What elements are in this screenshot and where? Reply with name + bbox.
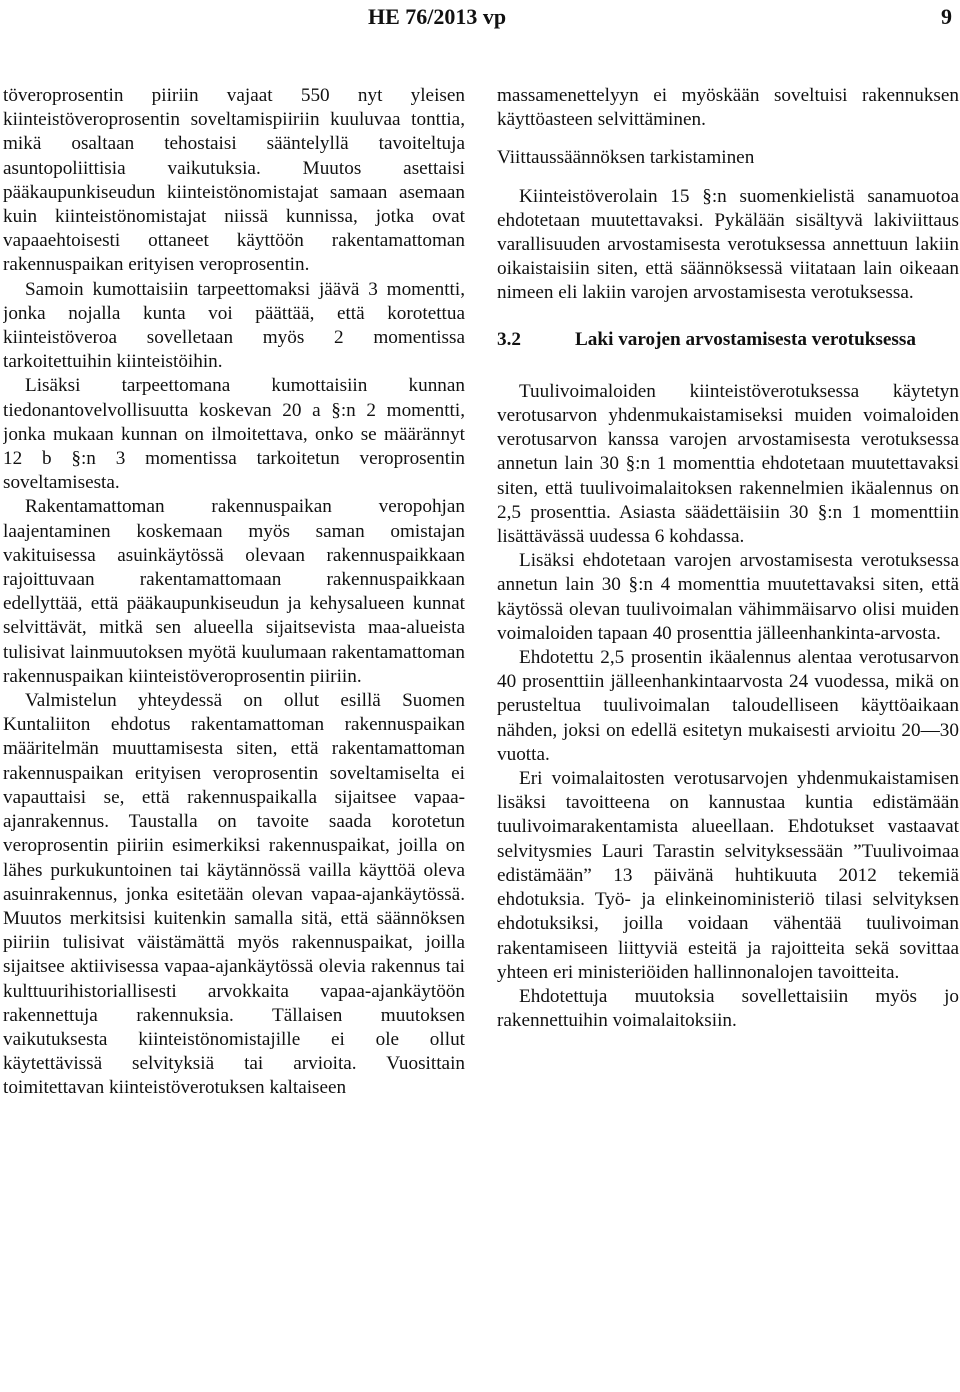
paragraph: töveroprosentin piiriin vajaat 550 nyt yleisen kiinteistöveroprosentin soveltamispiiriin kuuluvaa tonttia, mikä osaltaan tehostaisi sääntelyllä tavoiteltuja asuntopoliittisia vaikutuksia. Muutos asettaisi pääkaupunkiseudun kiinteistönomistajat samaan asemaan kuin kiinteistönomistajat niissä kunnissa, jotka ovat vapaaehtoisesti ottaneet käyttöön rakentamattoman rakennuspaikan erityisen veroprosentin. [3,85,465,276]
subsection-heading: Viittaussäännöksen tarkistaminen [497,147,755,169]
paragraph: Samoin kumottaisiin tarpeettomaksi jäävä 3 momentti, jonka nojalla kunta voi päättää, että korotettua kiinteistöveroa sovelletaan myös 2 momentissa tarkoitettuihin kiinteistöihin. [3,278,465,373]
page-number: 9 [941,4,952,29]
paragraph: Ehdotettuja muutoksia sovellettaisiin myös jo rakennettuihin voimalaitoksiin. [497,985,959,1032]
section-title: Laki varojen arvostamisesta verotuksessa [575,328,916,350]
paragraph: Tuulivoimaloiden kiinteistöverotuksessa käytetyn verotusarvon yhdenmukaistamiseksi muiden voimaloiden verotusarvon kanssa varojen arvostamisesta verotuksessa annetun lain 30 §:n 1 momenttia ehdotetaan muutettavaksi siten, että tuulivoimalaitoksen rakennelmien ikäalennus on 2,5 prosenttia. Asiasta säädettäisiin 30 §:n 1 momenttiin lisättävässä uudessa 6 kohdassa. [497,380,959,548]
paragraph: Eri voimalaitosten verotusarvojen yhdenmukaistamisen lisäksi tavoitteena on kannustaa kuntia edistämään tuulivoimarakentamista alueellaan. Ehdotukset vastaavat selvitysmies Lauri Tarastin selvityksessään ”Tuulivoimaa edistämään” 13 päivänä huhtikuuta 2012 tekemiä ehdotuksia. Työ- ja elinkeinoministeriö tilasi selvityksen ehdotuksiksi, joilla voidaan vähentää tuulivoiman rakentamiseen liittyviä esteitä ja rajoitteita sekä sovittaa yhteen eri ministeriöiden hallinnonalojen tavoitteita. [497,768,959,983]
right-column [497,84,959,1384]
paragraph: Lisäksi tarpeettomana kumottaisiin kunnan tiedonantovelvollisuutta koskevan 20 a §:n 2 momentti, jonka mukaan kunnan on ilmoitettava, onko se määrännyt 12 b §:n 3 momentissa tarkoitetun veroprosentin soveltamisesta. [3,375,465,494]
document-id: HE 76/2013 vp [368,4,507,29]
page-header [0,0,960,36]
section-number: 3.2 [497,328,521,350]
paragraph: Ehdotettu 2,5 prosentin ikäalennus alentaa verotusarvon 40 prosenttiin jälleenhankintaarvosta 24 vuodessa, mikä on perusteltua tuulivoimalan taloudelliseen käyttöaikaan nähden, joksi on edellä esitetyn mukaisesti arvioitu 20—30 vuotta. [497,647,959,765]
paragraph: Lisäksi ehdotetaan varojen arvostamisesta verotuksessa annetun lain 30 §:n 4 momenttia muutettavaksi siten, että käytössä olevan tuulivoimalan vähimmäisarvo olisi muiden voimaloiden tapaan 40 prosenttia jälleenhankinta-arvosta. [497,550,959,644]
paragraph: massamenettelyyn ei myöskään soveltuisi rakennuksen käyttöasteen selvittäminen. [497,85,959,131]
left-column [3,84,465,1384]
paragraph: Rakentamattoman rakennuspaikan veropohjan laajentaminen koskemaan myös saman omistajan vakituisessa asuinkäytössä olevaan rakennuspaikkaan rajoittuvaan rakentamattomaan rakennuspaikkaan edellyttää, että pääkaupunkiseudun ja kehysalueen kunnat selvittävät, mitkä sen alueella sijaitsevista maa-alueista tulisivat lainmuutoksen myötä kuulumaan rakentamattoman rakennuspaikan kiinteistöveroprosentin piiriin. [3,496,465,687]
paragraph: Valmistelun yhteydessä on ollut esillä Suomen Kuntaliiton ehdotus rakentamattoman rakennuspaikan määritelmän muuttamisesta siten, että rakentamattoman rakennuspaikan erityisen veroprosentin soveltamiselta ei vapauttaisi se, että rakennuspaikalla sijaitsee vapaa-ajanrakennus. Taustalla on tavoite saada korotetun veroprosentin piiriin esimerkiksi rakennuspaikat, joilla on lähes purkukuntoinen tai käytännössä vailla käyttöä oleva asuinrakennus, jonka esitetään olevan vapaa-ajankäytössä. Muutos merkitsisi kuitenkin samalla sitä, että säännöksen piiriin tulisivat väistämättä myös rakennuspaikat, joilla sijaitsee aktiivisessa vapaa-ajankäytössä olevia rakennus tai kulttuurihistoriallisesti arvokkaita vapaa-ajankäytöön rakennettuja rakennuksia. Tällaisen muutoksen vaikutuksesta kiinteistönomistajille ei ole ollut käytettävissä selvityksiä tai arvioita. Vuosittain toimitettavan kiinteistöverotuksen kaltaiseen [3,690,465,1099]
section-heading [497,328,959,352]
paragraph: Kiinteistöverolain 15 §:n suomenkielistä sanamuotoa ehdotetaan muutettavaksi. Pykälään sisältyvä lakiviittaus varallisuuden arvostamisesta verotuksessa annettuun lakiin oikaistaisiin siten, että säännöksessä viitataan lain oikeaan nimeen eli lakiin varojen arvostamisesta verotuksessa. [497,185,959,304]
